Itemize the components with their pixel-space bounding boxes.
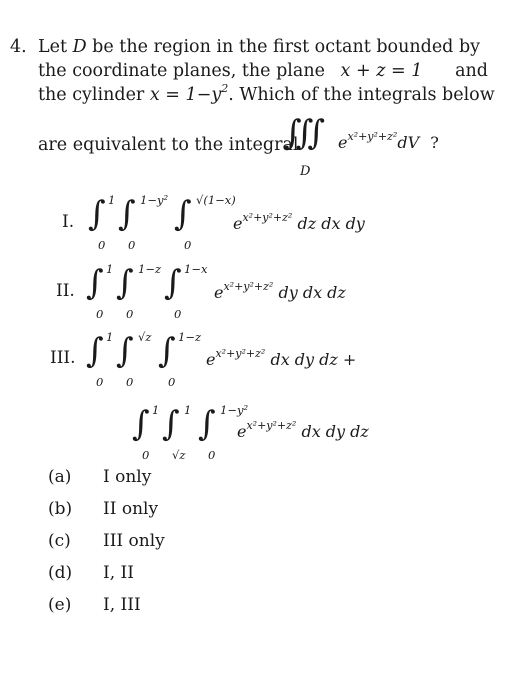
integral-iii-b-upper-1: 1 [152,403,160,417]
problem-line-2: the coordinate planes, the plane x + z = 1 and [38,61,488,81]
integral-iii-sign-2: ∫ [116,331,134,371]
choice-d-text: I, II [103,563,134,583]
integral-ii-sign-2: ∫ [116,263,134,303]
integral-i-sign-1: ∫ [88,194,106,234]
main-integrand: $e^{x^2+y^2+z^2}dV$ ? [338,130,439,152]
integral-i-upper-2: 1−y² [140,193,169,207]
integral-i-lower-1: 0 [98,238,106,252]
problem-line-1: Let D be the region in the first octant bounded by [38,37,481,57]
integral-iii-lower-1: 0 [96,375,104,389]
choice-e-text: I, III [103,595,141,615]
choice-a-letter: (a) [48,467,72,487]
integral-iii-b-lower-3: 0 [208,448,216,462]
integral-iii-b-integrand: $e^{x^2+y^2+z^2}$ dx dy dz [237,419,369,441]
integral-iii-b-upper-3: 1−y² [220,403,249,417]
integral-iii-integrand: $e^{x^2+y^2+z^2}$ dx dy dz + [206,347,357,369]
integral-iii-label: III. [50,348,76,368]
choice-b-text: II only [103,499,159,519]
main-triple-integral: ∫∫∫ [284,113,320,153]
integral-iii-upper-3: 1−z [178,330,202,344]
integral-i-sign-2: ∫ [118,194,136,234]
problem-line-3: the cylinder $x = 1-y^2$. Which of the integrals below [38,82,495,105]
choice-d-letter: (d) [48,563,73,583]
integral-iii-sign-1: ∫ [86,331,104,371]
main-region-label: D [300,164,311,179]
choice-a-text: I only [103,467,152,487]
integral-ii-upper-2: 1−z [138,262,162,276]
integral-i-lower-2: 0 [128,238,136,252]
integral-ii-lower-3: 0 [174,307,182,321]
integral-iii-b-upper-2: 1 [184,403,192,417]
integral-iii-sign-3: ∫ [158,331,176,371]
integral-ii-label: II. [56,281,75,301]
integral-iii-b-sign-1: ∫ [132,404,150,444]
choice-c-letter: (c) [48,531,71,551]
integral-iii-b-sign-2: ∫ [162,404,180,444]
choice-e-letter: (e) [48,595,72,615]
choice-b-letter: (b) [48,499,73,519]
integral-ii-integrand: $e^{x^2+y^2+z^2}$ dy dx dz [214,280,346,302]
problem-line-4: are equivalent to the integral [38,135,299,155]
integral-iii-upper-2: √z [138,330,152,344]
integral-iii-b-lower-2: √z [172,448,186,462]
integral-iii-b-sign-3: ∫ [198,404,216,444]
integral-i-lower-3: 0 [184,238,192,252]
integral-i-sign-3: ∫ [174,194,192,234]
integral-ii-sign-1: ∫ [86,263,104,303]
integral-ii-lower-1: 0 [96,307,104,321]
integral-iii-b-lower-1: 0 [142,448,150,462]
integral-iii-upper-1: 1 [106,330,114,344]
integral-i-integrand: $e^{x^2+y^2+z^2}$ dz dx dy [233,211,365,233]
integral-ii-upper-3: 1−x [184,262,208,276]
integral-ii-upper-1: 1 [106,262,114,276]
integral-ii-lower-2: 0 [126,307,134,321]
integral-iii-lower-3: 0 [168,375,176,389]
integral-i-upper-1: 1 [108,193,116,207]
integral-ii-sign-3: ∫ [164,263,182,303]
choice-c-text: III only [103,531,165,551]
integral-iii-lower-2: 0 [126,375,134,389]
integral-i-upper-3: √(1−x) [196,193,236,207]
problem-number: 4. [10,37,27,57]
integral-i-label: I. [62,212,75,232]
